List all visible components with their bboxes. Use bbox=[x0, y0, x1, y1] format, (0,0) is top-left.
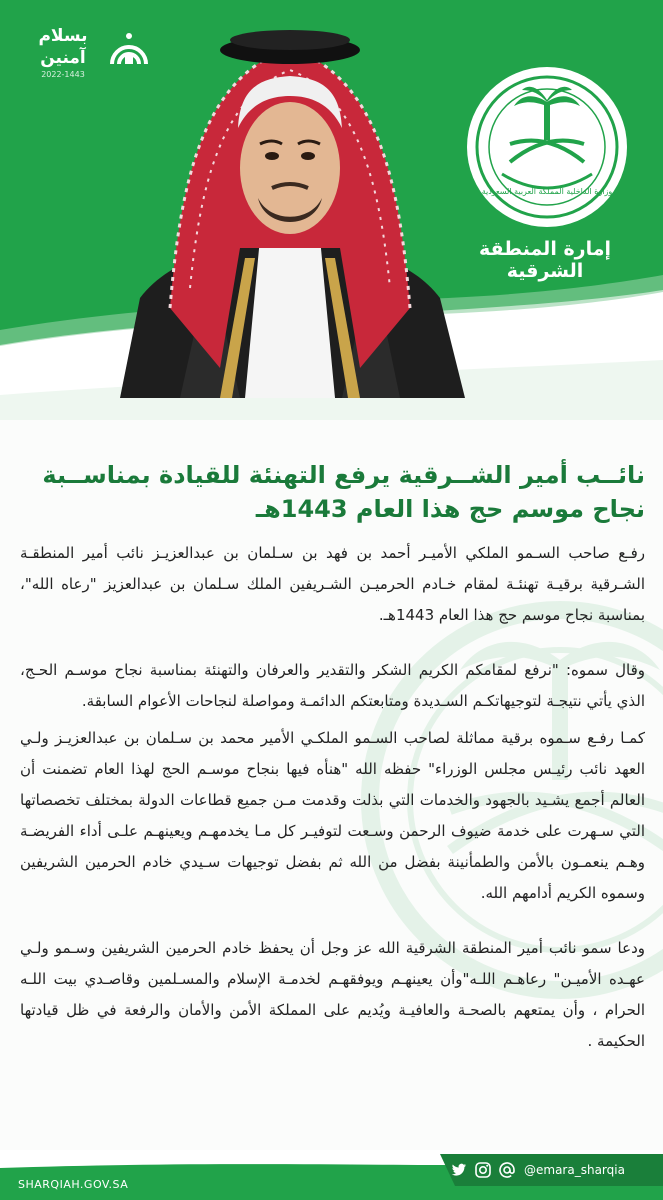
campaign-year: 2022-1443 bbox=[41, 70, 85, 79]
prince-portrait bbox=[110, 8, 470, 398]
campaign-line2: آمنين bbox=[40, 48, 86, 68]
article-paragraph-1: رفـع صاحب السـمو الملكي الأميـر أحمد بن فهد بن سـلمان بن عبدالعزيـز نائب أمير المنطقـة الشـرقية برقيـة تهنئـة لمقام خـادم الحرميـن الشـريفين الملك سـلمان بن عبدالعزيز "رعاه الله"، بمناسبة نجاح موسم حج هذا العام 1443هـ. bbox=[20, 544, 645, 624]
article-body bbox=[20, 538, 645, 1057]
social-handles bbox=[450, 1158, 625, 1182]
instagram-icon[interactable] bbox=[474, 1161, 492, 1179]
social-handle[interactable]: @emara_sharqia bbox=[524, 1163, 625, 1177]
ministry-emblem bbox=[462, 62, 632, 232]
website-link[interactable]: SHARQIAH.GOV.SA bbox=[18, 1178, 129, 1191]
article-title: نائــب أمير الشــرقية يرفع التهنئة للقيادة بمناســبة نجاح موسم حج هذا العام 1443هـ bbox=[42, 461, 645, 523]
twitter-icon[interactable] bbox=[450, 1161, 468, 1179]
article-paragraph-2: وقال سموه: "نرفع لمقامكم الكريم الشكر والتقدير والعرفان والتهنئة بمناسبة نجاح موسـم الحـج، الذي يأتي نتيجـة لتوجيهاتكـم السـديدة ومتابعتكم الدائمـة ومواصلة لنجاحات الأعوام السابقة. bbox=[20, 661, 645, 710]
emblem-caption: وزارة الداخلية المملكة العربية السعودية bbox=[481, 187, 613, 196]
article-paragraph-3: كمـا رفـع سـموه برقية مماثلة لصاحب السـمو الملكـي الأمير محمد بن سـلمان بن عبدالعزيـز ولـي العهد نائب رئيـس مجلس الوزراء" حفظه الله "هنأه فيها بنجاح موسـم الحج لهذا العام تضمنت أن العالم أجمع يشـيد بالجهود والخدمات التي بذلت وقدمت مـن جميع قطاعات الدولة بمختلف تخصصاتها التي سـهرت على خدمة ضيوف الرحمن وسـعت لتوفيـر كل مـا يخدمهـم ويعينهـم علـى أداء الفريضـة وهـم ينعمـون بالأمن والطمأنينة بفضل من الله ثم بفضل توجيهات سـيدي خادم الحرمين الشريفين وسموه الكريم أدامهم الله. bbox=[20, 729, 645, 902]
at-icon[interactable] bbox=[498, 1161, 516, 1179]
campaign-line1: بسلام bbox=[38, 26, 88, 46]
organization-name: إمارة المنطقة الشرقية bbox=[478, 238, 612, 282]
header-banner bbox=[0, 0, 663, 420]
article-paragraph-4: ودعا سمو نائب أمير المنطقة الشرقية الله عز وجل أن يحفظ خادم الحرمين الشريفين وسـمو ولـي عهـده الأميـن" رعاهـم اللـه"وأن يعينهـم ويوفقهـم لخدمـة الإسلام والمسـلمين وقاصـدي بيت اللـه الحرام ، وأن يمتعهم بالصحـة والعافيـة ويُديم على المملكة الأمن والأمان والرفعة في ظل قيادتها الحكيمة . bbox=[20, 939, 645, 1050]
footer-bar bbox=[0, 1150, 663, 1200]
